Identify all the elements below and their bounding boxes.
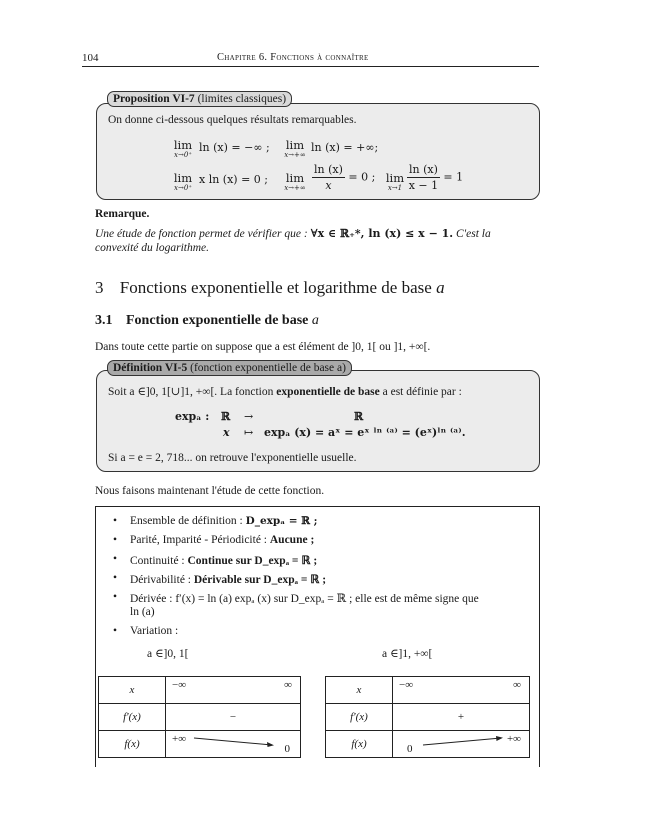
table-header-x: x xyxy=(326,677,393,704)
limit-operator: lim xyxy=(173,138,193,152)
definition-label: Définition VI-5 xyxy=(113,362,188,374)
variation-cell xyxy=(166,731,301,758)
item-label: Parité, Imparité - Périodicité : xyxy=(130,534,267,546)
item-value: Continue sur D_expₐ = ℝ ; xyxy=(187,555,318,567)
header-rule xyxy=(82,66,539,67)
limit-operator: lim xyxy=(173,171,193,185)
limit-operator: lim xyxy=(285,138,305,152)
limit-block xyxy=(280,173,310,192)
item-value: Dérivable sur D_expₐ = ℝ ; xyxy=(193,574,327,586)
list-item xyxy=(116,515,318,527)
item-label: Variation : xyxy=(130,625,179,637)
definition-title xyxy=(107,360,352,376)
map-name: expₐ : xyxy=(175,410,210,423)
limit-value: = 0 ; xyxy=(348,170,376,184)
decreasing-arrow-icon xyxy=(192,735,278,749)
limit-fraction-expression xyxy=(407,163,463,192)
intro-paragraph: Dans toute cette partie on suppose que a est élément de ]0, 1[ ou ]1, +∞[. xyxy=(95,341,431,353)
table-label-f: f(x) xyxy=(99,731,166,758)
study-intro: Nous faisons maintenant l'étude de cette fonction. xyxy=(95,485,325,497)
remark-line1 xyxy=(95,227,539,240)
definition-text: Soit a ∈]0, 1[∪]1, +∞[. La fonction xyxy=(108,386,274,398)
remark-math: ∀x ∈ ℝ₊*, ln (x) ≤ x − 1. xyxy=(310,227,454,240)
limit-subscript: x→+∞ xyxy=(284,183,306,192)
derivative-sign: + xyxy=(393,704,530,731)
x-start: −∞ xyxy=(399,679,414,691)
proposition-title xyxy=(107,91,292,107)
limit-block xyxy=(170,173,196,192)
variation-table-left xyxy=(98,676,301,758)
item-value: D_expₐ = ℝ ; xyxy=(245,515,318,527)
limit-expression: ln (x) = −∞ ; xyxy=(199,141,270,154)
map-variable: x xyxy=(223,426,230,439)
derivative-sign: − xyxy=(166,704,301,731)
item-value: f′(x) = ln (a) expₐ (x) sur D_expₐ = ℝ ; elle est de même signe que xyxy=(175,593,479,605)
limit-operator: lim xyxy=(285,171,305,185)
definition-note: Si a = e = 2, 718... on retrouve l'exponentielle usuelle. xyxy=(108,452,357,464)
limit-block xyxy=(384,173,406,192)
limit-block xyxy=(280,140,310,159)
table-label-fprime: f′(x) xyxy=(99,704,166,731)
subsection-number: 3.1 xyxy=(95,313,113,328)
table-header-x: x xyxy=(99,677,166,704)
remark-text: Une étude de fonction permet de vérifier que : xyxy=(95,228,308,240)
list-item xyxy=(116,625,178,637)
list-item xyxy=(116,591,532,605)
running-title: Chapitre 6. Fonctions à connaître xyxy=(217,52,369,63)
definition-text: a est définie par : xyxy=(382,386,462,398)
x-end: ∞ xyxy=(284,679,292,691)
subsection-heading xyxy=(95,313,319,329)
remark-line2: convexité du logarithme. xyxy=(95,242,210,254)
proposition-intro: On donne ci-dessous quelques résultats remarquables. xyxy=(108,114,357,126)
fraction xyxy=(407,163,440,192)
proposition-subtitle: (limites classiques) xyxy=(197,93,287,105)
limit-block xyxy=(170,140,196,159)
table-label-fprime: f′(x) xyxy=(326,704,393,731)
fraction xyxy=(312,163,345,192)
fraction-denominator: x − 1 xyxy=(408,179,439,192)
proposition-label: Proposition VI-7 xyxy=(113,93,195,105)
remark-title: Remarque. xyxy=(95,208,150,220)
subsection-title: Fonction exponentielle de base xyxy=(126,313,309,328)
f-end: +∞ xyxy=(506,733,521,745)
map-codomain: ℝ xyxy=(354,410,364,423)
section-number: 3 xyxy=(95,278,104,297)
x-range-cell xyxy=(393,677,530,704)
list-item xyxy=(116,553,317,567)
section-heading xyxy=(95,278,445,298)
page-number: 104 xyxy=(82,52,99,64)
section-title: Fonctions exponentielle et logarithme de base xyxy=(119,278,432,297)
limit-fraction-expression xyxy=(312,163,375,192)
limit-expression: x ln (x) = 0 ; xyxy=(199,173,268,186)
item-value: Aucune ; xyxy=(269,534,315,546)
f-end: 0 xyxy=(284,743,290,755)
x-end: ∞ xyxy=(513,679,521,691)
definition-subtitle: (fonction exponentielle de base a) xyxy=(190,362,346,374)
definition-line1 xyxy=(108,384,462,398)
x-start: −∞ xyxy=(172,679,187,691)
list-item xyxy=(116,534,314,546)
map-to: ↦ xyxy=(244,426,254,439)
fraction-denominator: x xyxy=(325,179,332,192)
limit-subscript: x→1 xyxy=(387,183,403,192)
variation-table-right xyxy=(325,676,530,758)
item-label: Continuité : xyxy=(130,555,185,567)
subsection-variable: a xyxy=(311,313,319,328)
f-start: +∞ xyxy=(172,733,187,745)
f-start: 0 xyxy=(407,743,413,755)
item-continuation: ln (a) xyxy=(130,606,155,618)
map-arrow: → xyxy=(244,410,254,423)
map-rule: expₐ (x) = aˣ = eˣ ˡⁿ ⁽ᵃ⁾ = (eˣ)ˡⁿ ⁽ᵃ⁾. xyxy=(264,426,466,439)
limit-value: = 1 xyxy=(443,170,464,184)
limit-subscript: x→0⁺ xyxy=(174,150,192,159)
list-item xyxy=(116,572,326,586)
fraction-numerator: ln (x) xyxy=(409,163,438,176)
definition-term: exponentielle de base xyxy=(276,386,380,398)
case-right-label: a ∈]1, +∞[ xyxy=(382,648,433,660)
item-label: Ensemble de définition : xyxy=(130,515,243,527)
limit-subscript: x→+∞ xyxy=(284,150,306,159)
limit-subscript: x→0⁺ xyxy=(174,183,192,192)
case-left-label: a ∈]0, 1[ xyxy=(147,648,189,660)
item-label: Dérivée : xyxy=(130,593,173,605)
fraction-numerator: ln (x) xyxy=(314,163,343,176)
remark-text: C'est la xyxy=(455,228,491,240)
variation-cell xyxy=(393,731,530,758)
table-label-f: f(x) xyxy=(326,731,393,758)
x-range-cell xyxy=(166,677,301,704)
limit-expression: ln (x) = +∞; xyxy=(311,141,379,154)
increasing-arrow-icon xyxy=(421,735,507,749)
map-domain: ℝ xyxy=(221,410,231,423)
limit-operator: lim xyxy=(385,171,405,185)
item-label: Dérivabilité : xyxy=(130,574,191,586)
section-variable: a xyxy=(436,278,445,297)
